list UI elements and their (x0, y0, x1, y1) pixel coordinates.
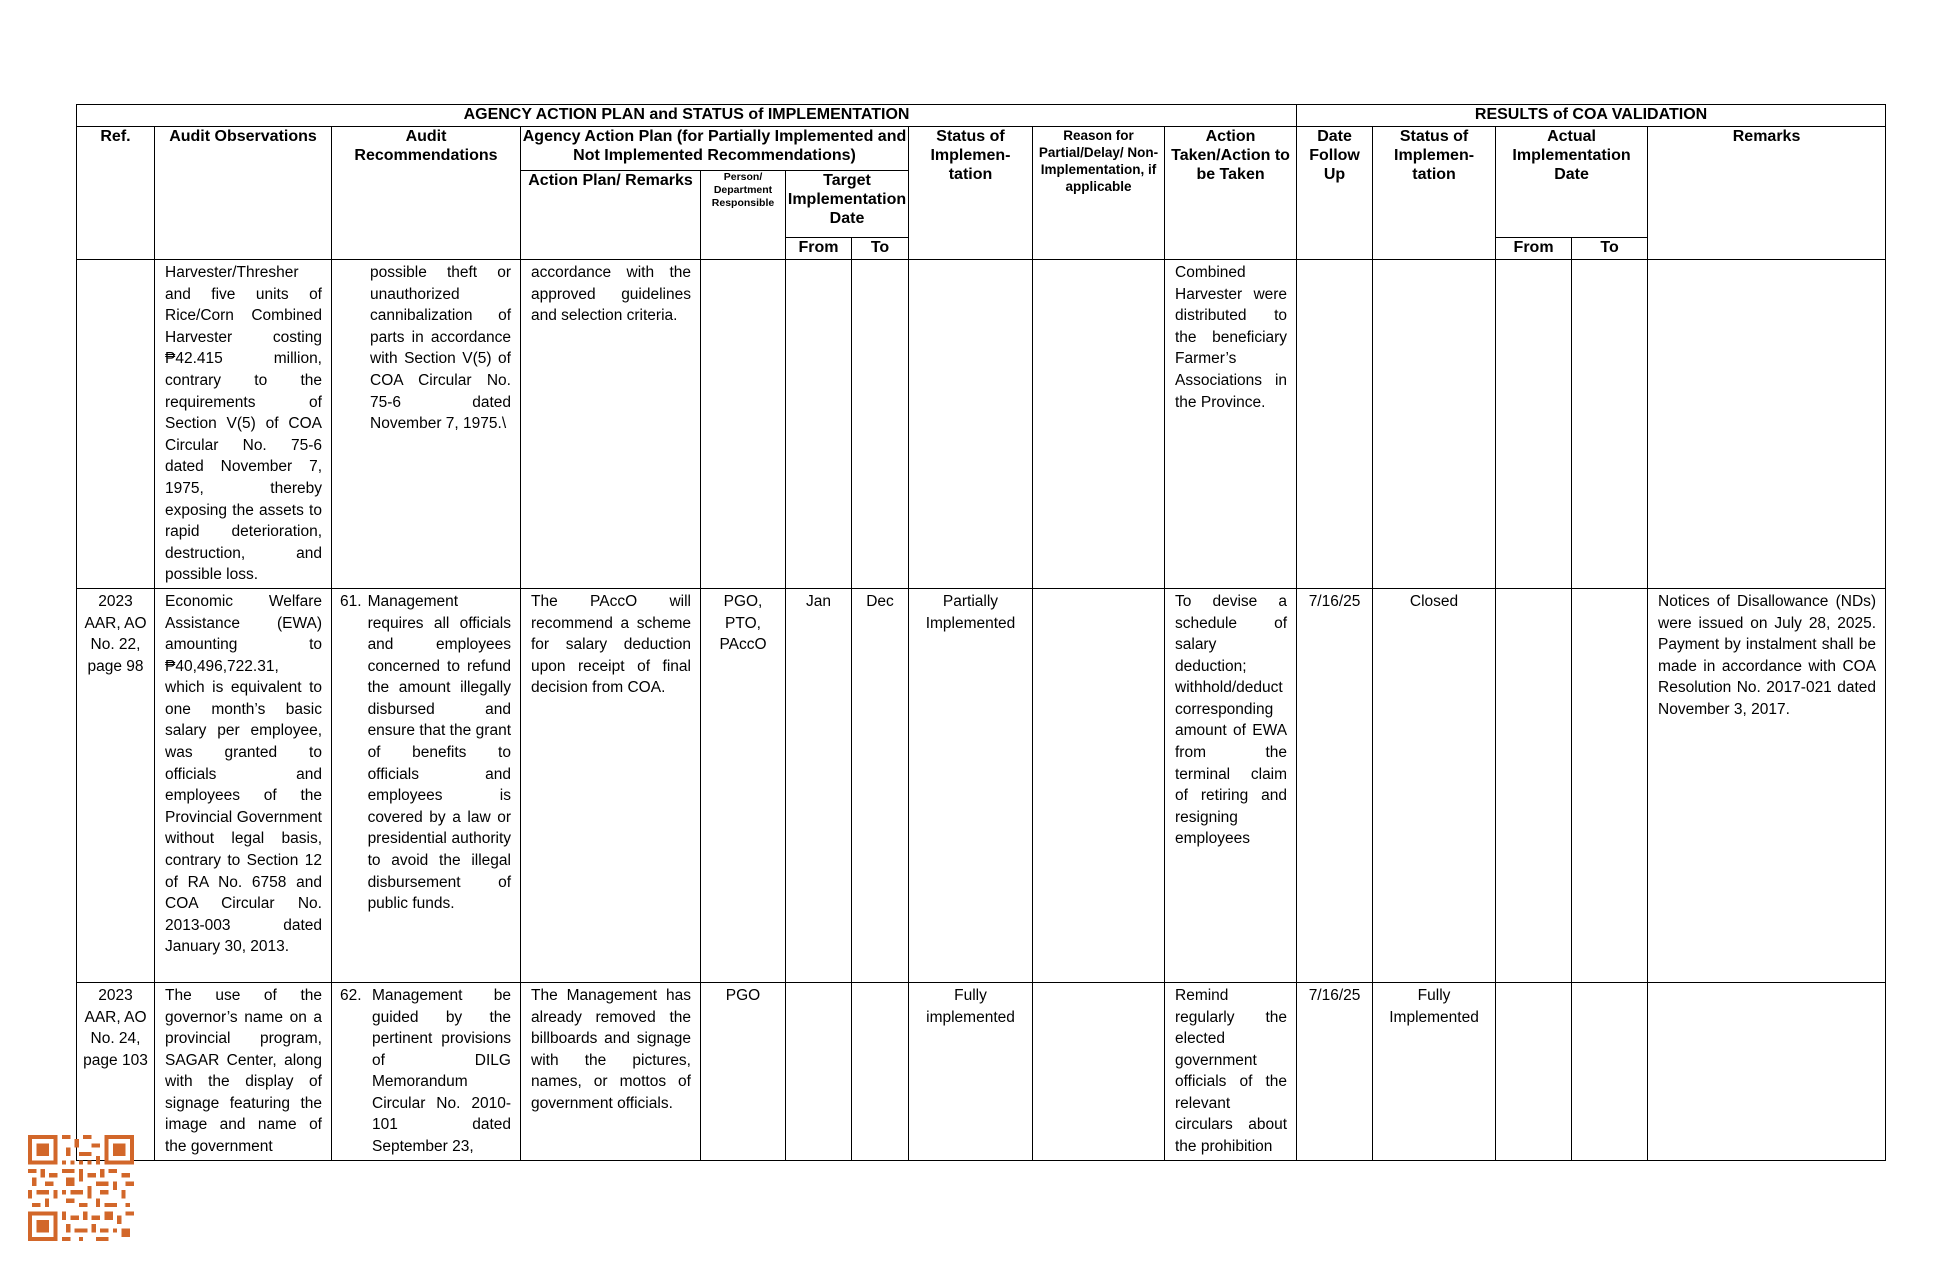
col-header-recommendations: Audit Recommendations (332, 127, 521, 260)
row-status: Fully implemented (926, 986, 1015, 1026)
col-header-target-to: To (852, 238, 909, 260)
col-header-target-from: From (786, 238, 852, 260)
recommendation-number: 62. (340, 986, 362, 1004)
col-header-actual-to: To (1572, 238, 1648, 260)
row-ref: 2023 AAR, AO No. 24, page 103 (83, 986, 148, 1069)
col-header-action-taken: Action Taken/Action to be Taken (1165, 127, 1297, 260)
row-actual-to (1572, 983, 1647, 987)
row-status: Partially Implemented (925, 592, 1016, 632)
table-row (77, 260, 1886, 589)
col-header-action-plan-remarks: Action Plan/ Remarks (521, 171, 701, 260)
table-header (77, 105, 1886, 260)
table-row (77, 982, 1886, 1160)
row-action-taken: Remind regularly the elected government officials of the relevant circulars about the prohibition (1175, 986, 1288, 1156)
row-coa-status (1373, 260, 1495, 264)
col-header-coa-status: Status of Implemen-tation (1373, 127, 1496, 260)
row-action-taken: Combined Harvester were distributed to the beneficiary Farmer’s Associations in the Province. (1175, 264, 1288, 411)
row-actual-from (1496, 260, 1571, 264)
row-action-plan: accordance with the approved guidelines and selection criteria. (531, 264, 691, 325)
row-actual-from (1496, 983, 1571, 987)
row-actual-from (1496, 589, 1571, 593)
row-reason (1033, 260, 1164, 264)
row-action-plan: The PAccO will recommend a scheme for salary deduction upon receipt of final decision from COA. (531, 592, 691, 697)
row-remarks (1648, 260, 1885, 264)
row-target-to (852, 260, 908, 264)
col-header-observations: Audit Observations (155, 127, 332, 260)
coa-section-title: RESULTS of COA VALIDATION (1297, 105, 1886, 127)
row-reason (1033, 983, 1164, 987)
row-recommendation: possible theft or unauthorized cannibalization of parts in accordance with Section V(5) of COA Circular No. 75-6 dated November 7, 1975.\ (370, 264, 511, 433)
row-remarks: Notices of Disallowance (NDs) were issued on July 28, 2025. Payment by instalment shall be made in accordance with COA Resolution No. 2017-021 dated November 3, 2017. (1658, 592, 1877, 718)
action-plan-table (76, 104, 1886, 1161)
row-coa-status: Closed (1409, 592, 1459, 610)
row-target-to: Dec (866, 592, 894, 610)
recommendation-text: Management requires all officials and employees concerned to refund the amount illegally disbursed and ensure that the grant of benefits to officials and employees is covered by a law or presidential authority to avoid the illegal disbursement of public funds. (367, 592, 511, 913)
row-observation: Economic Welfare Assistance (EWA) amounting to ₱40,496,722.31, which is equivalent to one month’s basic salary per employee, was granted to officials and employees of the Provincial Government without legal basis, contrary to Section 12 of RA No. 6758 and COA Circular No. 2013-003 dated January 30, 2013. (165, 592, 322, 956)
row-ref: 2023 AAR, AO No. 22, page 98 (84, 592, 147, 675)
row-recommendation (332, 983, 520, 1160)
qr-code-icon (28, 1135, 134, 1241)
row-person: PGO, PTO, PAccO (719, 592, 767, 654)
row-status (909, 260, 1032, 264)
col-header-status: Status of Implemen-tation (909, 127, 1033, 260)
agency-section-title: AGENCY ACTION PLAN and STATUS of IMPLEMENTATION (77, 105, 1297, 127)
row-observation: The use of the governor’s name on a provincial program, SAGAR Center, along with the display of signage featuring the image and name of the government (165, 986, 322, 1156)
row-coa-status: Fully Implemented (1389, 986, 1479, 1026)
row-target-to (852, 983, 908, 987)
col-header-ref: Ref. (77, 127, 155, 260)
col-header-person-responsible: Person/ Department Responsible (701, 171, 786, 260)
table-row (77, 588, 1886, 982)
row-remarks (1648, 983, 1885, 987)
row-follow-up (1297, 260, 1372, 264)
col-header-actual-date: Actual Implementation Date (1496, 127, 1648, 238)
row-target-from (786, 983, 851, 987)
col-header-actual-from: From (1496, 238, 1572, 260)
col-header-reason: Reason for Partial/Delay/ Non-Implementation, if applicable (1033, 127, 1165, 260)
row-person (701, 260, 785, 264)
row-actual-to (1572, 260, 1647, 264)
row-target-from: Jan (806, 592, 831, 610)
row-reason (1033, 589, 1164, 593)
row-person: PGO (725, 986, 761, 1004)
recommendation-text: Management be guided by the pertinent provisions of DILG Memorandum Circular No. 2010-101 dated September 23, (372, 986, 511, 1156)
recommendation-number: 61. (340, 592, 362, 610)
row-observation: Harvester/Thresher and five units of Rice/Corn Combined Harvester costing ₱42.415 million, contrary to the requirements of Section V(5) of COA Circular No. 75-6 dated November 7, 1975, thereby exposing the assets to rapid deterioration, destruction, and possible loss. (165, 264, 322, 584)
row-action-plan: The Management has already removed the billboards and signage with the pictures, names, or mottos of government officials. (531, 986, 691, 1112)
col-header-target-date: Target Implementation Date (786, 171, 909, 238)
col-header-agency-action-plan: Agency Action Plan (for Partially Implemented and Not Implemented Recommendations) (521, 127, 909, 171)
col-header-remarks: Remarks (1648, 127, 1886, 260)
row-follow-up: 7/16/25 (1308, 592, 1361, 610)
row-action-taken: To devise a schedule of salary deduction; withhold/deduct corresponding amount of EWA from the terminal claim of retiring and resigning employees (1175, 592, 1288, 848)
row-ref (77, 260, 154, 264)
row-recommendation (332, 589, 520, 917)
row-target-from (786, 260, 851, 264)
row-actual-to (1572, 589, 1647, 593)
col-header-date-follow-up: Date Follow Up (1297, 127, 1373, 260)
row-follow-up: 7/16/25 (1308, 986, 1361, 1004)
